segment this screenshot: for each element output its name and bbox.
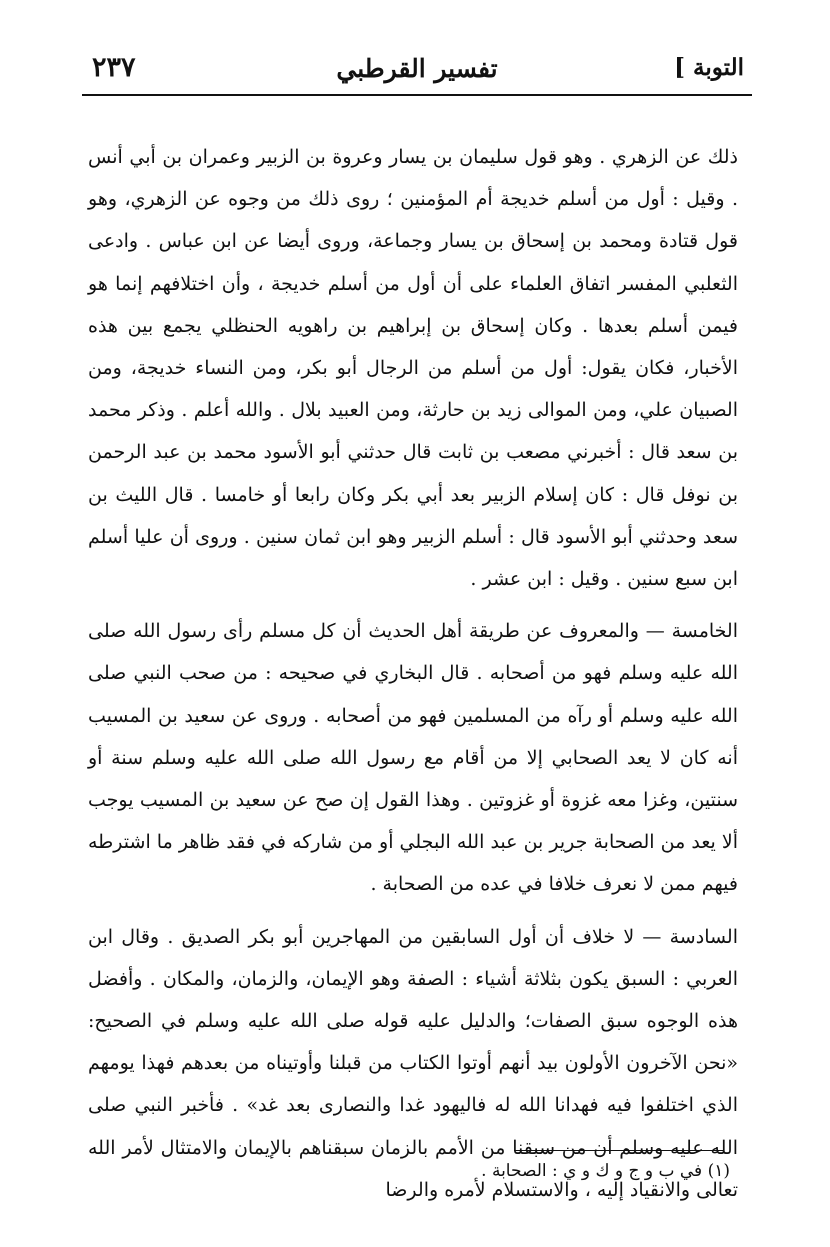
page-number: ٢٣٧	[92, 52, 136, 83]
page-header	[82, 46, 752, 96]
header-rule	[82, 94, 752, 96]
paragraph: السادسة — لا خلاف أن أول السابقين من المهاجرين أبو بكر الصديق . وقال ابن العربي : السبق يكون بثلاثة أشياء : الصفة وهو الإيمان، والزمان، والمكان . وأفضل هذه الوجوه سبق الصفات؛ والدليل عليه قوله صلى الله عليه وسلم في الصحيح: «نحن الآخرون الأولون بيد أنهم أوتوا الكتاب من قبلنا وأوتيناه من بعدهم فهذا يومهم الذي اختلفوا فيه فهدانا الله له فاليهود غدا والنصارى بعد غد» . فأخبر النبي صلى الله عليه وسلم أن من سبقنا من الأمم بالزمان سبقناهم بالإيمان والامتثال لأمر الله تعالى والانقياد إليه ، والاستسلام لأمره والرضا	[88, 925, 738, 1201]
paragraph: ذلك عن الزهري . وهو قول سليمان بن يسار وعروة بن الزبير وعمران بن أبي أنس . وقيل : أول من أسلم خديجة أم المؤمنين ؛ روى ذلك من وجوه عن الزهري، وهو قول قتادة ومحمد بن إسحاق بن يسار وجماعة، وروى أيضا عن ابن عباس . وادعى الثعلبي المفسر اتفاق العلماء على أن أول من أسلم خديجة ، وأن اختلافهم إنما هو فيمن أسلم بعدها . وكان إسحاق بن إبراهيم بن راهويه الحنظلي يجمع بين هذه الأخبار، فكان يقول: أول من أسلم من الرجال أبو بكر، ومن النساء خديجة، ومن الصبيان علي، ومن الموالى زيد بن حارثة، ومن العبيد بلال . والله أعلم . وذكر محمد بن سعد قال : أخبرني مصعب بن ثابت قال حدثني أبو الأسود محمد بن عبد الرحمن بن نوفل قال : كان إسلام الزبير بعد أبي بكر وكان رابعا أو خامسا . قال الليث بن سعد وحدثني أبو الأسود قال : أسلم الزبير وهو ابن ثمان سنين . وروى أن عليا أسلم ابن سبع سنين . وقيل : ابن عشر .	[88, 146, 738, 591]
footnote: (١) في ب و ج و ك و ي : الصحابة .	[481, 1161, 730, 1181]
running-title: تفسير القرطبي	[336, 54, 498, 83]
paragraph: الخامسة — والمعروف عن طريقة أهل الحديث أن كل مسلم رأى رسول الله صلى الله عليه وسلم فهو من أصحابه . قال البخاري في صحيحه : من صحب النبي صلى الله عليه وسلم أو رآه من المسلمين فهو من أصحابه . وروى عن سعيد بن المسيب أنه كان لا يعد الصحابي إلا من أقام مع رسول الله صلى الله عليه وسلم سنة أو سنتين، وغزا معه غزوة أو غزوتين . وهذا القول إن صح عن سعيد بن المسيب يوجب ألا يعد من الصحابة جرير بن عبد الله البجلي أو من شاركه في فقد ظاهر ما اشترطه فيهم ممن لا نعرف خلافا في عده من الصحابة .	[88, 620, 738, 896]
footnote-rule	[514, 1150, 724, 1151]
main-text	[88, 136, 738, 1211]
sura-name: التوبة ]	[674, 54, 744, 81]
